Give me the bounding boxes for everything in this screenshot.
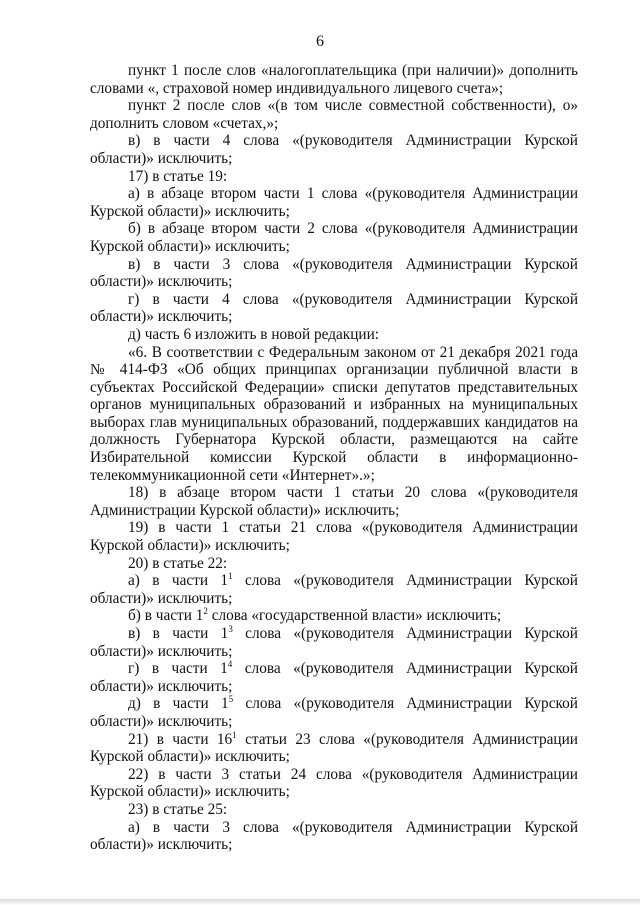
superscript-index: 3 bbox=[228, 624, 233, 634]
document-paragraph: г) в части 4 слова «(руководителя Администрации Курской области)» исключить; bbox=[90, 290, 578, 326]
document-paragraph: в) в части 4 слова «(руководителя Администрации Курской области)» исключить; bbox=[90, 132, 578, 167]
document-paragraph: а) в абзаце втором части 1 слова «(руководителя Администрации Курской области)» исключить; bbox=[90, 185, 578, 220]
document-paragraph: д) часть 6 изложить в новой редакции: bbox=[128, 325, 380, 343]
document-paragraph bbox=[90, 625, 578, 660]
page-bottom-edge bbox=[0, 899, 640, 905]
document-paragraph bbox=[90, 607, 578, 625]
paragraph-text-part: г) в части 1 bbox=[128, 660, 228, 678]
document-paragraph: пункт 1 после слов «налогоплательщика (при наличии)» дополнить словами «, страховой номер индивидуального лицевого счета»; bbox=[90, 62, 578, 97]
superscript-index: 2 bbox=[203, 606, 208, 617]
paragraph-text-part: в) в части 1 bbox=[128, 625, 229, 642]
page-number: 6 bbox=[316, 33, 324, 50]
paragraph-text-part: 21) в части 16 bbox=[128, 730, 233, 748]
document-paragraph: 18) в абзаце втором части 1 статьи 20 слова «(руководителя Администрации Курской области)» исключить; bbox=[90, 484, 578, 519]
paragraph-text-part: слова «(руководителя Администрации Курской области)» исключить; bbox=[90, 572, 578, 607]
superscript-index: 1 bbox=[228, 571, 233, 582]
document-paragraph bbox=[90, 695, 578, 730]
paragraph-text-part: статьи 23 слова «(руководителя Администрации Курской области)» исключить; bbox=[90, 730, 578, 766]
document-paragraph: 23) в статье 25: bbox=[128, 800, 228, 818]
document-paragraph: «6. В соответствии с Федеральным законом от 21 декабря 2021 года № 414-ФЗ «Об общих принципах организации публичной власти в субъектах Российской Федерации» списки депутатов представительных органов муниципальных образований и избранных на муниципальных выборах глав муниципальных образований, поддержавших кандидатов на должность Губернатора Курской области, размещаются на сайте Избирательной комиссии Курской области в информационно-телекоммуникационной сети «Интернет».»; bbox=[90, 343, 578, 484]
paragraph-text-part: слова «(руководителя Администрации Курской области)» исключить; bbox=[90, 695, 578, 730]
document-body bbox=[90, 62, 578, 854]
document-paragraph bbox=[90, 731, 578, 766]
paragraph-text-part: слова «(руководителя Администрации Курской области)» исключить; bbox=[90, 625, 578, 660]
paragraph-text-part: д) в части 1 bbox=[128, 695, 229, 713]
document-paragraph bbox=[90, 572, 578, 607]
superscript-index: 4 bbox=[227, 659, 233, 670]
superscript-index: 5 bbox=[228, 694, 234, 705]
document-paragraph: 17) в статье 19: bbox=[128, 167, 228, 185]
document-paragraph: 20) в статье 22: bbox=[128, 554, 228, 572]
paragraph-text-part: слова «(руководителя Администрации Курской области)» исключить; bbox=[90, 660, 578, 695]
paragraph-text-part: слова «государственной власти» исключить; bbox=[207, 607, 502, 625]
paragraph-text-part: б) в части 1 bbox=[128, 607, 204, 625]
document-paragraph: 19) в части 1 статьи 21 слова «(руководителя Администрации Курской области)» исключить; bbox=[90, 519, 578, 555]
document-paragraph: пункт 2 после слов «(в том числе совместной собственности), о» дополнить словом «счетах,»; bbox=[90, 97, 578, 132]
superscript-index: 1 bbox=[232, 729, 237, 740]
document-paragraph: 22) в части 3 статьи 24 слова «(руководителя Администрации Курской области)» исключить; bbox=[90, 765, 578, 801]
document-paragraph: в) в части 3 слова «(руководителя Администрации Курской области)» исключить; bbox=[90, 255, 578, 291]
document-paragraph: а) в части 3 слова «(руководителя Администрации Курской области)» исключить; bbox=[90, 818, 578, 854]
document-paragraph bbox=[90, 660, 578, 695]
document-paragraph: б) в абзаце втором части 2 слова «(руководителя Администрации Курской области)» исключить; bbox=[90, 220, 578, 255]
paragraph-text-part: а) в части 1 bbox=[128, 572, 229, 590]
